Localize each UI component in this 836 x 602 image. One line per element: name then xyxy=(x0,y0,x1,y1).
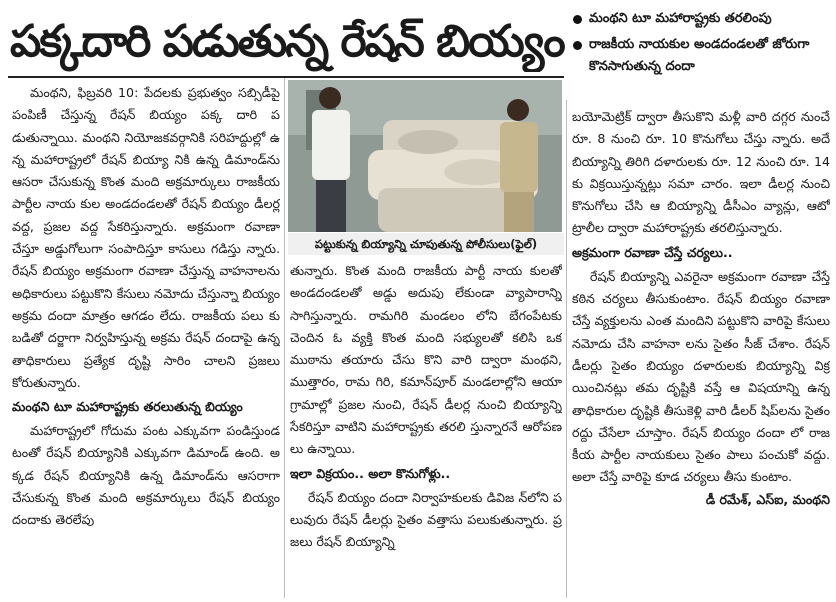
column2-subhead: ఇలా విక్రయం.. అలా కొనుగోళ్లు.. xyxy=(290,465,451,481)
bullet-icon xyxy=(573,41,582,50)
highlights-box xyxy=(571,8,833,100)
column2-text: తున్నారు. కొంత మంది రాజకీయ పార్టీ నాయ కులతో అండదండలతో అడ్డు అదుపు లేకుండా వ్యాపారాన్ని సాగిస్తున్నారు. రామగిరి మండలం లోని బేగంపేటకు చెందిన ఓ వ్యక్తి కొంత మంది సభ్యులతో కలిసి ఒక ముఠాను తయారు చేసు కొని వారి ద్వారా మంథని, ముత్తారం, రామ గిరి, కమాన్‌పూర్ మండలాల్లోని ఆయా గ్రామాల్లో ప్రజల నుంచి, రేషన్ డీలర్ల నుంచి బియ్యాన్ని సేకరిస్తూ వాటిని మహారాష్ట్రకు తరలి స్తున్నారనే ఆరోపణలు ఉన్నాయి. xyxy=(290,263,562,457)
bullet-icon xyxy=(573,15,582,24)
headline-rule xyxy=(8,76,564,78)
highlight-text: మంథని టూ మహారాష్ట్రకు తరలింపు xyxy=(589,11,772,26)
article-column-2 xyxy=(290,260,562,598)
column1-subhead: మంథని టూ మహారాష్ట్రకు తరలుతున్న బియ్యం xyxy=(12,399,243,415)
column3-paragraph: రేషన్ బియ్యాన్ని ఎవరైనా అక్రమంగా రవాణా చేస్తే కఠిన చర్యలు తీసుకుంటాం. రేషన్ బియ్యం రవాణా చేస్తే వ్యక్తులను ఎంత మందిని పట్టుకొని వారిపై కేసులు నమోదు చేసి వాహనా లను సైతం సీజ్ చేశాం. రేషన్ డీలర్లు సైతం బియ్యం దళారులకు బియ్యాన్ని విక్రయించినట్లు తమ దృష్టికి వస్తే ఆ విషయాన్ని ఉన్నతాధికారుల దృష్టికి తీసుకెళ్లి వారి డీలర్ షిప్‌లను సైతం రద్దు చేసేలా చూస్తాం. రేషన్ బియ్యం దందా లో రాజ కీయ పార్టీల నాయకులు సైతం పాలు పంచుకో వద్దు. అలా చేస్తే వారిపై కూడ చర్యలు తీసు కుంటాం. xyxy=(572,268,830,485)
headline: పక్కదారి పడుతున్న రేషన్ బియ్యం xyxy=(10,16,564,67)
column2-paragraph: రేషన్ బియ్యం దందా నిర్వాహకులకు డివిజ న్‌లోని పలువురు రేషన్ డీలర్లు సైతం వత్తాసు పలుకుతున్నారు. ప్రజలు రేషన్ బియ్యాన్ని xyxy=(290,489,562,550)
article-column-3 xyxy=(572,106,830,598)
highlight-item xyxy=(571,34,833,78)
photo-caption: పట్టుకున్న బియ్యాన్ని చూపుతున్న పోలీసులు(ఫైల్) xyxy=(288,233,564,255)
column-divider xyxy=(284,78,285,598)
police-rice-bags-photo xyxy=(288,80,562,232)
article-column-1 xyxy=(12,82,280,598)
column1-paragraph-2: మహారాష్ట్రలో గోదుమ పంట ఎక్కువగా పండిస్తుండటంతో రేషన్ బియ్యానికి ఎక్కువగా డిమాండ్ ఉంది. అక్కడ రేషన్ బియ్యానికి ఉన్న డిమాండ్‌ను ఆసరాగా చేసుకున్న కొంత మంది అక్రమార్కులు రేషన్ బియ్యం దందాకు తెరలేపు xyxy=(12,423,280,528)
column3-text: బయోమెట్రిక్ ద్వారా తీసుకొని మళ్లీ వారి దగ్గర నుంచే రూ. 8 నుంచి రూ. 10 కొనుగోలు చేస్తు న్నారు. అదే బియ్యాన్ని తిరిగి దళారులకు రూ. 12 నుంచి రూ. 14కు విక్రయిస్తున్నట్లు సమా చారం. ఇలా డీలర్ల నుంచి కొనుగోలు చేసి ఆ బియ్యాన్ని డీసీఎం వ్యాన్లు, ఆటో ట్రాలీల ద్వారా మహారాష్ట్రకు తరలిస్తున్నారు. xyxy=(572,109,830,236)
byline: డీ రమేశ్, ఎస్ఐ, మంథని xyxy=(705,491,830,507)
column3-subhead: అక్రమంగా రవాణా చేస్తే చర్యలు.. xyxy=(572,244,733,260)
column1-paragraph: మంథని, ఫిబ్రవరి 10: పేదలకు ప్రభుత్వం సబ్సిడీపై పంపిణీ చేస్తున్న రేషన్ బియ్యం పక్క దారి పడుతున్నాయి. మంథని నియోజకవర్గానికి సరిహద్దుల్లో ఉన్న మహారాష్ట్రలో రేషన్ బియ్యా నికి ఉన్న డిమాండ్‌ను ఆసరా చేసుకున్న కొంత మంది అక్రమార్కులు రాజకీయ పార్టీల నాయ కుల అండదండలతో రేషన్ బియ్యం డీలర్ల వద్ద, ప్రజల వద్ద సేకరిస్తున్నారు. అక్రమంగా రవాణా చేస్తూ అడ్డుగోలుగా సంపాదిస్తూ కాసులు గడిస్తు న్నారు. రేషన్ బియ్యం అక్రమంగా రవాణా చేస్తున్న వాహనాలను అధికారులు పట్టుకొని కేసులు నమోదు చేస్తున్నా బియ్యం అక్రమ దందా మాత్రం ఆగడం లేదు. రాజకీయ పలు కు బడితో దర్జాగా నిర్వహిస్తున్న అక్రమ రేషన్ దందాపై ఉన్నతాధికారులు ప్రత్యేక దృష్టి సారిం చాలని ప్రజలు కోరుతున్నారు. xyxy=(12,85,280,390)
column-divider xyxy=(566,100,567,598)
highlight-text: రాజకీయ నాయకుల అండదండలతో జోరుగా కొనసాగుతున్న దందా xyxy=(589,37,810,74)
highlight-item xyxy=(571,8,833,30)
news-photo xyxy=(288,80,562,232)
